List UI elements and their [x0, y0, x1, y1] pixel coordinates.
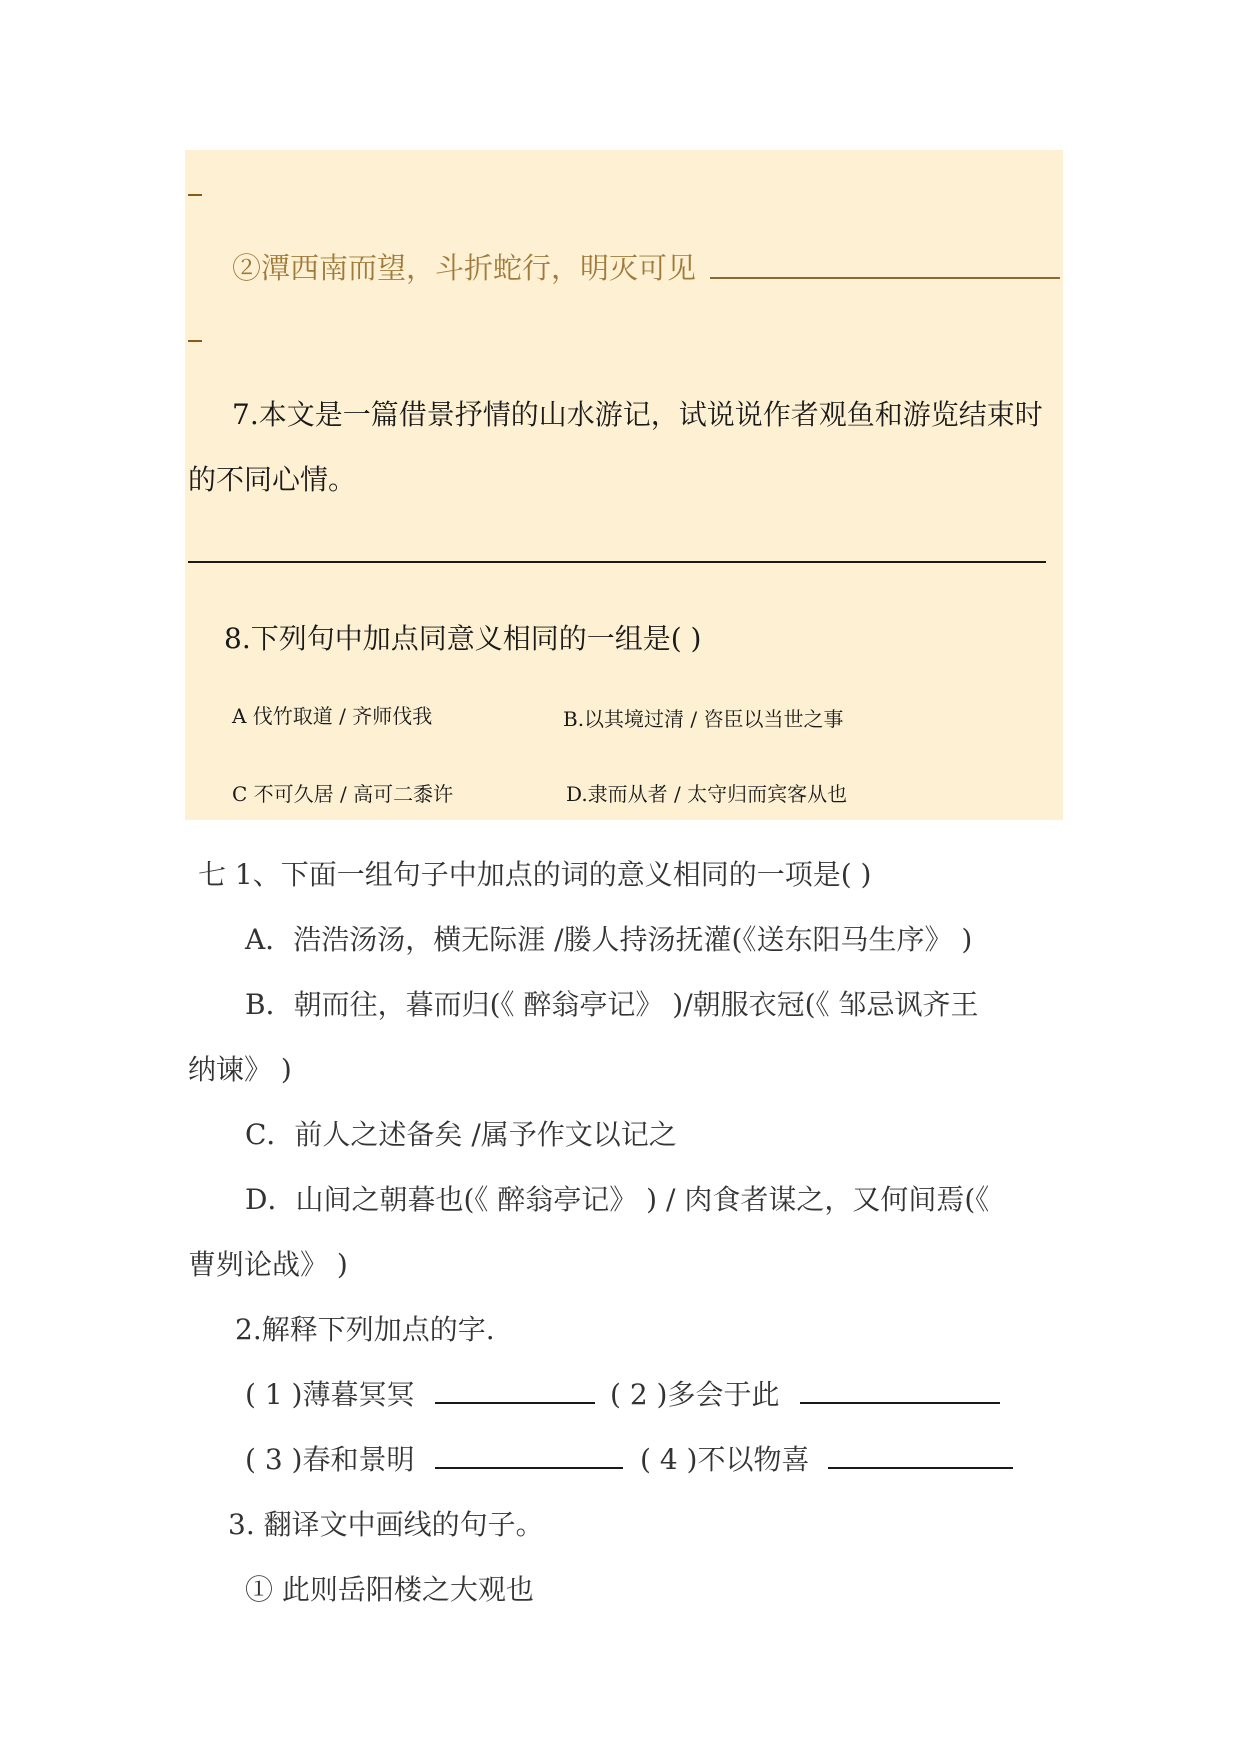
question-8-stem: 8.下列句中加点同意义相同的一组是( ) — [224, 622, 702, 655]
section-7-question-2-stem: 2.解释下列加点的字. — [235, 1313, 495, 1346]
answer-line[interactable] — [188, 561, 1046, 563]
answer-line-tail — [188, 340, 202, 342]
q2-item-3: ( 3 )春和景明 — [245, 1443, 415, 1476]
section-7-question-3-stem: 3. 翻译文中画线的句子。 — [228, 1508, 544, 1541]
section-7-q1-option-a: A．浩浩汤汤，横无际涯 /媵人持汤抚灌(《送东阳马生序》 ) — [245, 923, 973, 956]
question-7-line-2: 的不同心情。 — [188, 463, 357, 496]
q3-item-1: ① 此则岳阳楼之大观也 — [245, 1573, 534, 1606]
q2-item-4: ( 4 )不以物喜 — [640, 1443, 810, 1476]
question-8-option-c: C 不可久居 / 高可二黍许 — [232, 782, 454, 806]
section-7-q1-option-d-line-2: 曹刿论战》 ) — [188, 1248, 348, 1281]
q2-item-1: ( 1 )薄暮冥冥 — [245, 1378, 415, 1411]
q2-item-1-blank[interactable] — [435, 1402, 595, 1404]
answer-line-tail — [188, 194, 202, 196]
q2-item-2-blank[interactable] — [800, 1402, 1000, 1404]
section-7-q1-option-d-line-1: D．山间之朝暮也(《 醉翁亭记》 ) / 肉食者谋之，又何间焉(《 — [245, 1183, 990, 1216]
answer-blank[interactable] — [710, 277, 1060, 279]
question-8-option-d: D.隶而从者 / 太守归而宾客从也 — [566, 782, 848, 806]
section-7-q1-option-b-line-1: B．朝而往，暮而归(《 醉翁亭记》 )/朝服衣冠(《 邹忌讽齐王 — [245, 988, 979, 1021]
question-8-option-b: B.以其境过清 / 咨臣以当世之事 — [563, 707, 844, 731]
q2-item-2: ( 2 )多会于此 — [610, 1378, 780, 1411]
q2-item-3-blank[interactable] — [435, 1467, 623, 1469]
q2-item-4-blank[interactable] — [828, 1467, 1013, 1469]
question-8-option-a: A 伐竹取道 / 齐师伐我 — [232, 704, 433, 728]
question-7-line-1: 7.本文是一篇借景抒情的山水游记，试说说作者观鱼和游览结束时 — [232, 398, 1043, 431]
section-7-q1-option-b-line-2: 纳谏》 ) — [188, 1053, 292, 1086]
section-7-question-1-stem: 七 1、下面一组句子中加点的词的意义相同的一项是( ) — [198, 858, 872, 891]
section-7-q1-option-c: C．前人之述备矣 /属予作文以记之 — [245, 1118, 677, 1151]
question-6-item-2: ②潭西南而望，斗折蛇行，明灭可见 — [232, 251, 697, 285]
